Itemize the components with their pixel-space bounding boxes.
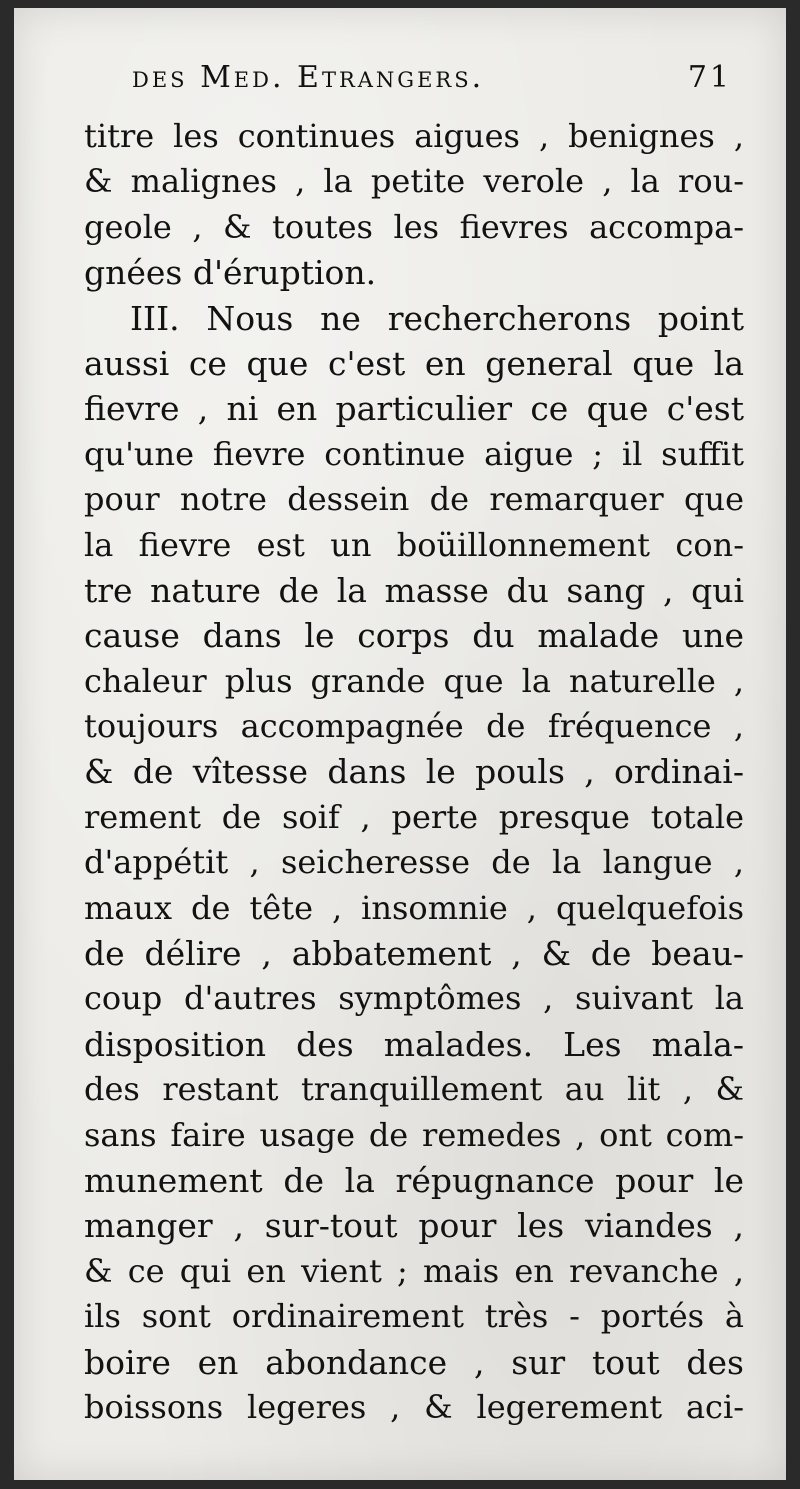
text-line: tre nature de la masse du sang , qui (84, 570, 744, 610)
text-line: cause dans le corps du malade une (84, 616, 744, 656)
text-line: des restant tranquillement au lit , & (84, 1070, 744, 1109)
text-line: fievre , ni en particulier ce que c'est (84, 389, 744, 429)
text-line: boissons legeres , & legerement aci- (84, 1387, 744, 1426)
text-line: disposition des malades. Les mala- (84, 1024, 744, 1064)
text-line: qu'une fievre continue aigue ; il suffit (84, 434, 744, 473)
text-line: d'appétit , seicheresse de la langue , (84, 843, 744, 882)
text-line: manger , sur-tout pour les viandes , (84, 1206, 744, 1246)
text-line: chaleur plus grande que la naturelle , (84, 661, 744, 700)
text-line: pour notre dessein de remarquer que (84, 480, 744, 519)
text-line: sans faire usage de remedes , ont com- (84, 1115, 744, 1154)
text-line: gnées d'éruption. (84, 253, 377, 293)
running-title: des Med. Etrangers. (132, 60, 485, 95)
text-line: rement de soif , perte presque totale (84, 797, 744, 836)
text-line: aussi ce que c'est en general que la (84, 343, 744, 383)
text-line: toujours accompagnée de fréquence , (84, 707, 744, 746)
page-number: 71 (687, 60, 732, 95)
text-line: & malignes , la petite verole , la rou- (84, 162, 744, 201)
book-page (14, 8, 786, 1480)
running-head (132, 60, 732, 108)
text-line: boire en abondance , sur tout des (84, 1342, 744, 1382)
text-line: & de vîtesse dans le pouls , ordinai- (84, 752, 744, 792)
body-text (84, 114, 744, 1430)
text-line: & ce qui en vient ; mais en revanche , (84, 1251, 744, 1290)
text-line: de délire , abbatement , & de beau- (84, 934, 744, 974)
text-line: munement de la répugnance pour le (84, 1160, 744, 1200)
text-line: maux de tête , insomnie , quelquefois (84, 888, 744, 927)
text-line: III. Nous ne rechercherons point (130, 298, 744, 338)
text-line: coup d'autres symptômes , suivant la (84, 979, 744, 1018)
text-line: geole , & toutes les fievres accompa- (84, 207, 744, 246)
text-line: la fievre est un boüillonnement con- (84, 525, 744, 564)
text-line: ils sont ordinairement très - portés à (84, 1297, 744, 1336)
text-line: titre les continues aigues , benignes , (84, 117, 744, 155)
